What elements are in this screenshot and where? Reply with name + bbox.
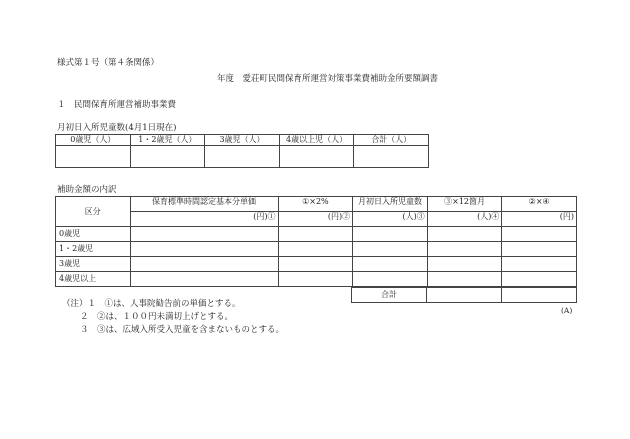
total-row bbox=[351, 287, 577, 303]
note-3: ３ ③は、広域入所受入児童を含まないものとする。 bbox=[80, 325, 285, 335]
cell[interactable] bbox=[427, 227, 502, 242]
total-cell[interactable] bbox=[427, 288, 502, 303]
cell[interactable] bbox=[353, 257, 428, 272]
input-total[interactable] bbox=[354, 146, 429, 168]
cell[interactable] bbox=[502, 257, 577, 272]
header-age1-2: 1・2歳児（人） bbox=[130, 135, 205, 146]
input-age4plus[interactable] bbox=[279, 146, 354, 168]
unit-label-1: (円)① bbox=[130, 212, 278, 227]
header-age0: 0歳児（人） bbox=[56, 135, 131, 146]
cell[interactable] bbox=[278, 257, 353, 272]
cell[interactable] bbox=[427, 257, 502, 272]
cell[interactable] bbox=[278, 272, 353, 287]
total-cell[interactable] bbox=[502, 288, 577, 303]
form-number: 様式第１号（第４条関係） bbox=[57, 58, 160, 68]
cell[interactable] bbox=[502, 272, 577, 287]
unit-label-3: (人)③ bbox=[353, 212, 428, 227]
input-age1-2[interactable] bbox=[130, 146, 205, 168]
cell[interactable] bbox=[130, 227, 278, 242]
col-header-12months: ③×12箇月 bbox=[427, 197, 502, 212]
input-age0[interactable] bbox=[56, 146, 131, 168]
cell[interactable] bbox=[130, 242, 278, 257]
col-header-product: ②×④ bbox=[502, 197, 577, 212]
a-label: (A) bbox=[561, 306, 573, 315]
section-heading: １ 民間保育所運営補助事業費 bbox=[57, 100, 177, 110]
col-header-children: 月初日入所児童数 bbox=[353, 197, 428, 212]
note-1: （注）１ ①は、人事院勧告前の単価とする。 bbox=[62, 299, 241, 309]
cell[interactable] bbox=[502, 227, 577, 242]
cell[interactable] bbox=[278, 242, 353, 257]
cell[interactable] bbox=[130, 272, 278, 287]
cell[interactable] bbox=[130, 257, 278, 272]
table1-caption: 月初日入所児童数(4月1日現在) bbox=[57, 123, 177, 133]
col-header-2percent: ①×2% bbox=[278, 197, 353, 212]
unit-label-5: (円) bbox=[502, 212, 577, 227]
cell[interactable] bbox=[353, 227, 428, 242]
row-label-age0: 0歳児 bbox=[56, 227, 131, 242]
cell[interactable] bbox=[353, 272, 428, 287]
cell[interactable] bbox=[427, 272, 502, 287]
subsidy-breakdown-table bbox=[55, 196, 577, 287]
table2-caption: 補助金額の内訳 bbox=[57, 185, 117, 195]
cell[interactable] bbox=[278, 227, 353, 242]
unit-label-4: (人)④ bbox=[427, 212, 502, 227]
row-label-age3: 3歳児 bbox=[56, 257, 131, 272]
category-header: 区分 bbox=[56, 197, 131, 227]
note-2: ２ ②は、１００円未満切上げとする。 bbox=[80, 312, 234, 322]
header-total: 合計（人） bbox=[354, 135, 429, 146]
cell[interactable] bbox=[353, 242, 428, 257]
input-age3[interactable] bbox=[205, 146, 280, 168]
cell[interactable] bbox=[502, 242, 577, 257]
total-label: 合計 bbox=[352, 288, 427, 303]
cell[interactable] bbox=[427, 242, 502, 257]
row-label-age1-2: 1・2歳児 bbox=[56, 242, 131, 257]
unit-label-2: (円)② bbox=[278, 212, 353, 227]
col-header-unit-price: 保育標準時間認定基本分単価 bbox=[130, 197, 278, 212]
header-age3: 3歳児（人） bbox=[205, 135, 280, 146]
document-title: 年度 愛荘町民間保育所運営対策事業費補助金所要額調書 bbox=[217, 74, 439, 84]
children-count-table bbox=[55, 134, 429, 168]
row-label-age4plus: 4歳児以上 bbox=[56, 272, 131, 287]
header-age4plus: 4歳以上児（人） bbox=[279, 135, 354, 146]
